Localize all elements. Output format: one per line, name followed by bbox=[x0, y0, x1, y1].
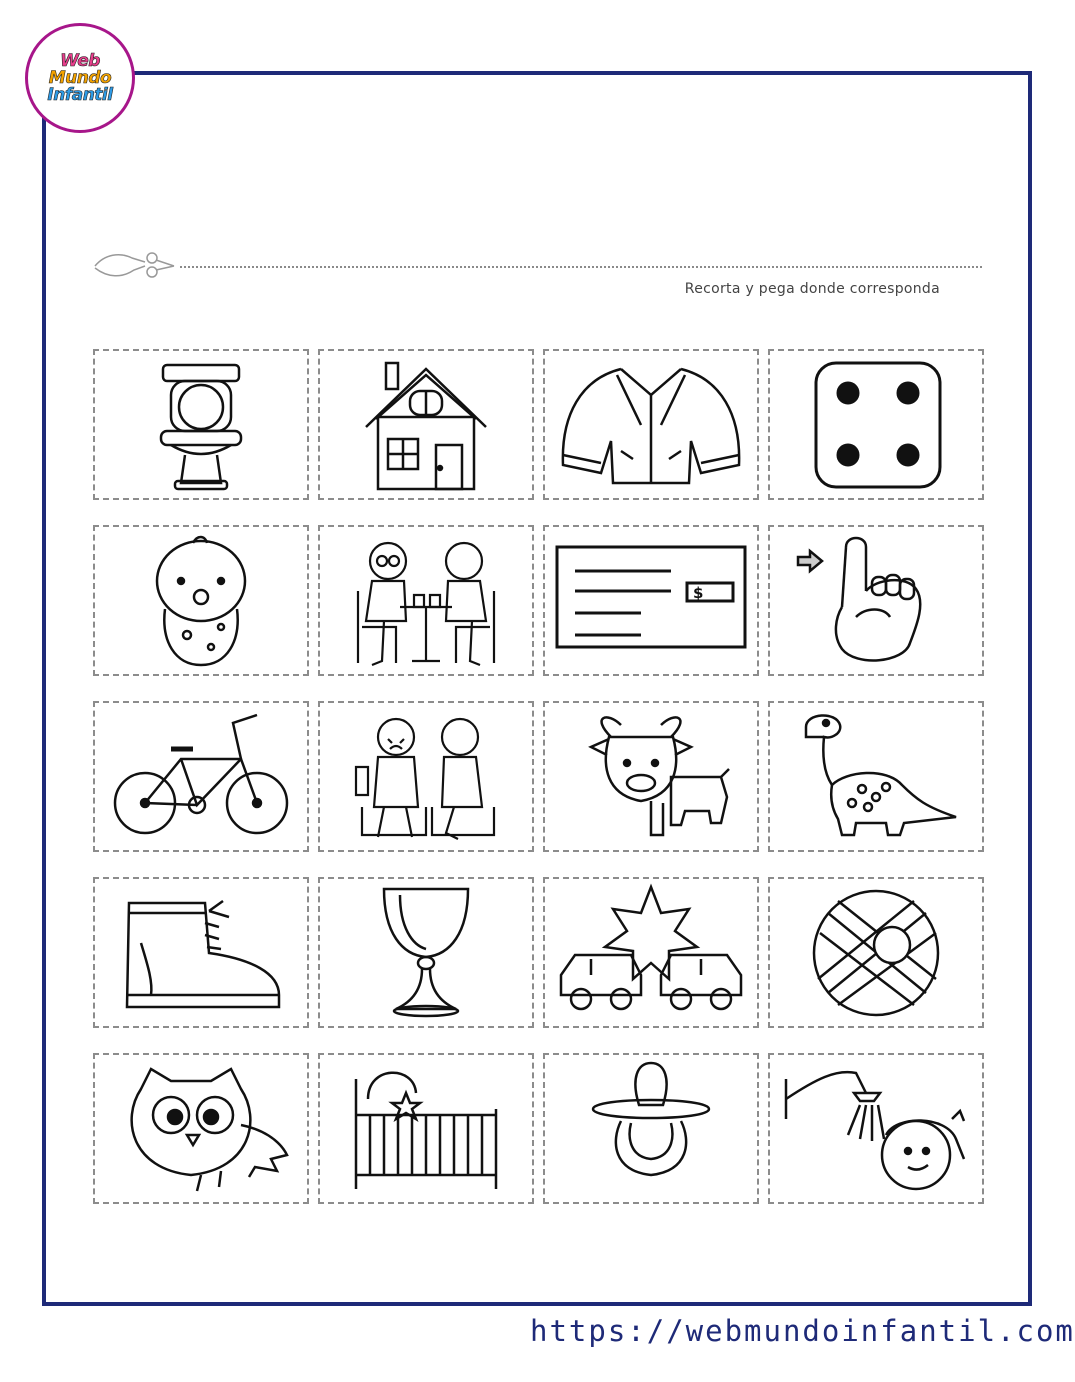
hand-one-icon bbox=[776, 531, 976, 671]
cafe-couple-picture-card[interactable] bbox=[318, 525, 534, 676]
web-mundo-infantil-logo bbox=[25, 23, 135, 133]
scissors-icon bbox=[90, 244, 180, 284]
owl-picture-card[interactable] bbox=[93, 1053, 309, 1204]
instruction-text: Recorta y pega donde corresponda bbox=[684, 281, 940, 297]
logo-line-1: Web bbox=[60, 50, 100, 71]
cinema-seats-icon bbox=[326, 707, 526, 847]
check-picture-card[interactable] bbox=[543, 525, 759, 676]
ball-icon bbox=[776, 883, 976, 1023]
dice-icon bbox=[776, 355, 976, 495]
baby-icon bbox=[101, 531, 301, 671]
toilet-picture-card[interactable] bbox=[93, 349, 309, 500]
dinosaur-picture-card[interactable] bbox=[768, 701, 984, 852]
house-picture-card[interactable] bbox=[318, 349, 534, 500]
baby-picture-card[interactable] bbox=[93, 525, 309, 676]
pacifier-icon bbox=[551, 1059, 751, 1199]
ball-picture-card[interactable] bbox=[768, 877, 984, 1028]
crib-icon bbox=[326, 1059, 526, 1199]
jacket-icon bbox=[551, 355, 751, 495]
boot-picture-card[interactable] bbox=[93, 877, 309, 1028]
bicycle-icon bbox=[101, 707, 301, 847]
boot-icon bbox=[101, 883, 301, 1023]
goat-picture-card[interactable] bbox=[543, 701, 759, 852]
couple-table-icon bbox=[326, 531, 526, 671]
shower-picture-card[interactable] bbox=[768, 1053, 984, 1204]
cut-line bbox=[180, 266, 982, 268]
toilet-icon bbox=[101, 355, 301, 495]
jacket-picture-card[interactable] bbox=[543, 349, 759, 500]
goblet-icon bbox=[326, 883, 526, 1023]
car-crash-picture-card[interactable] bbox=[543, 877, 759, 1028]
crib-picture-card[interactable] bbox=[318, 1053, 534, 1204]
dice-picture-card[interactable] bbox=[768, 349, 984, 500]
car-crash-icon bbox=[551, 883, 751, 1023]
picture-grid bbox=[93, 349, 984, 1204]
logo-line-2: Mundo bbox=[48, 67, 112, 88]
website-url[interactable]: https://webmundoinfantil.com bbox=[530, 1314, 1075, 1348]
house-icon bbox=[326, 355, 526, 495]
check-amount-symbol: $ bbox=[693, 583, 704, 602]
logo-line-3: Infantil bbox=[47, 84, 113, 105]
bicycle-picture-card[interactable] bbox=[93, 701, 309, 852]
owl-icon bbox=[101, 1059, 301, 1199]
shower-icon bbox=[776, 1059, 976, 1199]
goat-icon bbox=[551, 707, 751, 847]
dinosaur-icon bbox=[776, 707, 976, 847]
pacifier-picture-card[interactable] bbox=[543, 1053, 759, 1204]
crying-girl-cinema-picture-card[interactable] bbox=[318, 701, 534, 852]
goblet-picture-card[interactable] bbox=[318, 877, 534, 1028]
bank-check-icon bbox=[551, 531, 751, 671]
finger-one-picture-card[interactable] bbox=[768, 525, 984, 676]
